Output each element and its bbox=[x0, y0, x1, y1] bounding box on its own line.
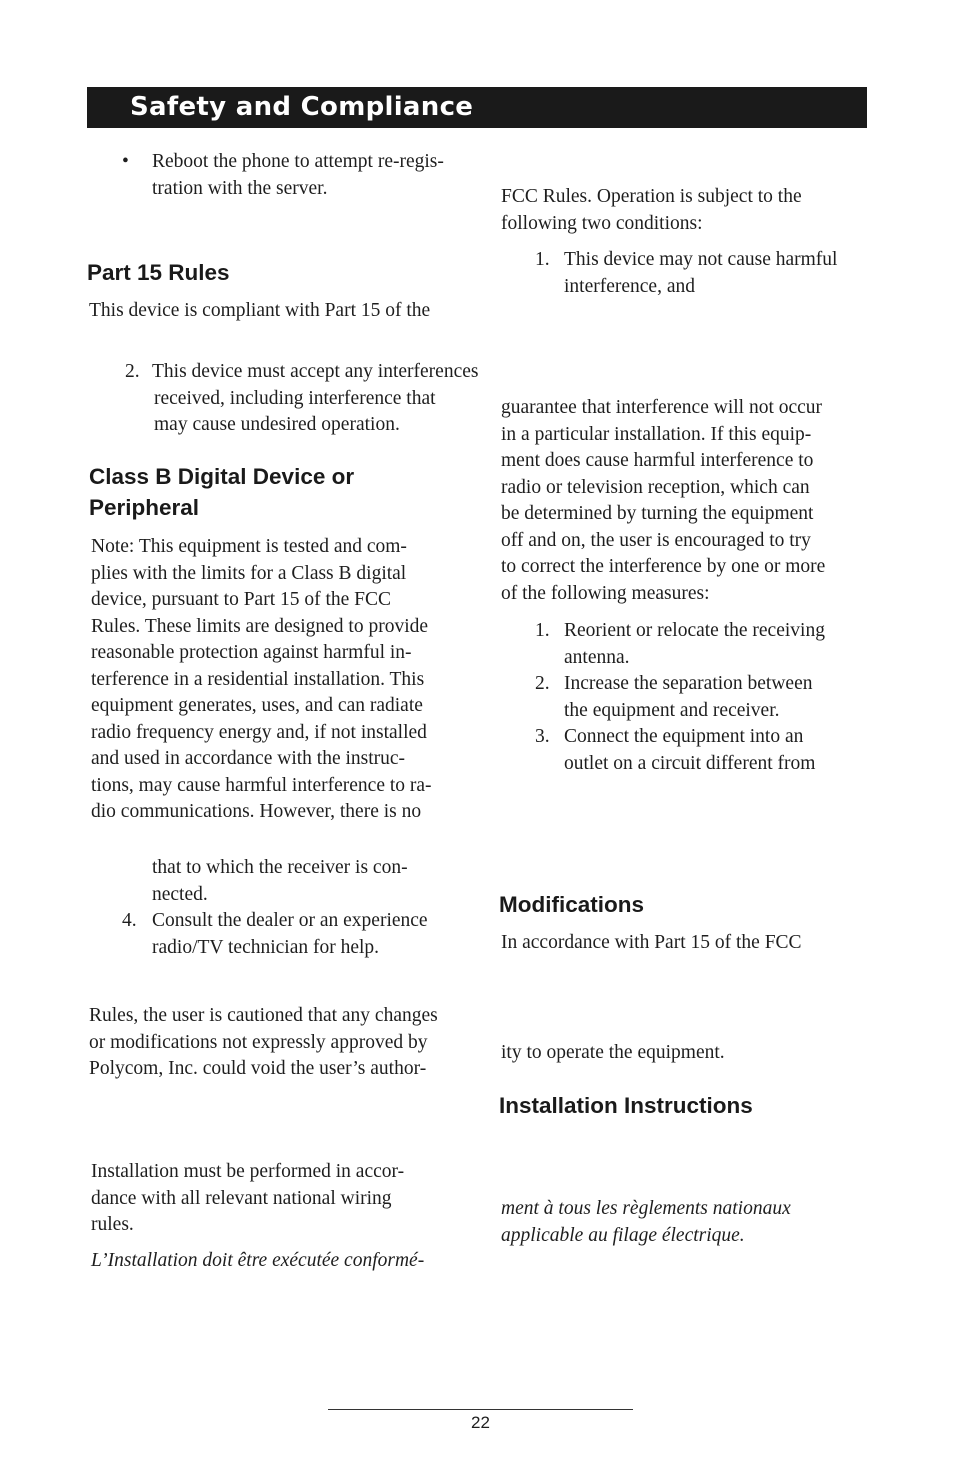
paragraph-line: tions, may cause harmful interference to ra- bbox=[91, 774, 432, 796]
section-header-bar bbox=[87, 87, 867, 128]
paragraph-line: This device is compliant with Part 15 of the bbox=[89, 300, 431, 321]
list-item-measure-3 bbox=[535, 724, 875, 777]
list-marker: 2. bbox=[535, 673, 550, 694]
list-marker: 1. bbox=[535, 620, 550, 641]
list-item-condition-1 bbox=[535, 247, 875, 300]
paragraph-line: guarantee that interference will not occur bbox=[501, 397, 823, 418]
paragraph-line: following two conditions: bbox=[501, 212, 703, 234]
paragraph-line: reasonable protection against harmful in- bbox=[91, 642, 412, 663]
list-marker: 2. bbox=[125, 361, 140, 382]
paragraph-line: plies with the limits for a Class B digital bbox=[91, 562, 407, 584]
list-text-line: Reorient or relocate the receiving bbox=[564, 620, 825, 641]
paragraph-line: be determined by turning the equipment bbox=[501, 503, 814, 524]
paragraph-modifications bbox=[89, 1003, 438, 1083]
paragraph-line: radio frequency energy and, if not installed bbox=[91, 721, 427, 743]
list-marker: 1. bbox=[535, 249, 550, 270]
list-text-line: Consult the dealer or an experience bbox=[152, 910, 428, 931]
paragraph-line: FCC Rules. Operation is subject to the bbox=[501, 186, 802, 207]
heading-installation-instructions: Installation Instructions bbox=[499, 1093, 753, 1118]
paragraph-line: equipment generates, uses, and can radiate bbox=[91, 695, 423, 716]
list-text-line: may cause undesired operation. bbox=[154, 414, 400, 435]
heading-class-b bbox=[89, 461, 354, 523]
paragraph-line: Rules, the user is cautioned that any changes bbox=[89, 1005, 438, 1026]
paragraph-installation bbox=[91, 1159, 404, 1239]
list-text-line: outlet on a circuit different from bbox=[564, 752, 816, 774]
paragraph-fcc-rules bbox=[501, 184, 802, 237]
list-item-measure-3-continued bbox=[152, 855, 408, 908]
paragraph-line: applicable au filage électrique. bbox=[501, 1224, 745, 1246]
footer-rule bbox=[328, 1409, 633, 1410]
paragraph-line: off and on, the user is encouraged to try bbox=[501, 529, 811, 551]
paragraph-interference bbox=[501, 395, 825, 607]
paragraph-line: Rules. These limits are designed to provide bbox=[91, 615, 429, 637]
bullet-text-line: tration with the server. bbox=[152, 177, 328, 199]
list-marker: 3. bbox=[535, 726, 550, 747]
page-number: 22 bbox=[471, 1413, 490, 1432]
bullet-item-reboot bbox=[122, 149, 482, 202]
heading-part-15-rules: Part 15 Rules bbox=[87, 260, 230, 285]
list-text-line: nected. bbox=[152, 883, 208, 905]
paragraph-line-french: L’Installation doit être exécutée conformé- bbox=[91, 1250, 425, 1271]
list-text-line: Connect the equipment into an bbox=[564, 726, 804, 747]
heading-line: Peripheral bbox=[89, 495, 200, 520]
paragraph-line: ment does cause harmful interference to bbox=[501, 450, 814, 471]
list-text-line: This device must accept any interferences bbox=[152, 361, 479, 382]
paragraph-line: In accordance with Part 15 of the FCC bbox=[501, 932, 802, 953]
paragraph-line: and used in accordance with the instruc- bbox=[91, 748, 406, 769]
section-title: Safety and Compliance bbox=[130, 92, 474, 122]
list-text-line: Increase the separation between bbox=[564, 673, 813, 694]
paragraph-line: terference in a residential installation. This bbox=[91, 668, 425, 690]
list-text-line: This device may not cause harmful bbox=[564, 249, 838, 270]
list-marker: 4. bbox=[122, 910, 137, 931]
paragraph-line: Note: This equipment is tested and com- bbox=[91, 536, 407, 557]
paragraph-line: Installation must be performed in accor- bbox=[91, 1161, 405, 1182]
list-text-line: radio/TV technician for help. bbox=[152, 936, 380, 958]
list-item-condition-2 bbox=[125, 359, 525, 439]
paragraph-line: radio or television reception, which can bbox=[501, 476, 810, 498]
heading-modifications: Modifications bbox=[499, 892, 644, 917]
list-text-line: interference, and bbox=[564, 275, 695, 297]
list-item-measure-1 bbox=[535, 618, 875, 671]
bullet-marker: • bbox=[122, 151, 129, 172]
paragraph-french bbox=[501, 1196, 791, 1249]
list-item-measure-2 bbox=[535, 671, 875, 724]
list-item-measure-4 bbox=[122, 908, 482, 961]
paragraph-line: or modifications not expressly approved by bbox=[89, 1031, 428, 1053]
paragraph-line: rules. bbox=[91, 1214, 134, 1235]
paragraph-line: Polycom, Inc. could void the user’s author- bbox=[89, 1058, 427, 1079]
paragraph-line: of the following measures: bbox=[501, 582, 710, 604]
paragraph-line: dance with all relevant national wiring bbox=[91, 1187, 392, 1209]
paragraph-line: in a particular installation. If this equip- bbox=[501, 423, 812, 445]
list-text-line: the equipment and receiver. bbox=[564, 699, 780, 721]
paragraph-line: ity to operate the equipment. bbox=[501, 1042, 725, 1063]
list-text-line: that to which the receiver is con- bbox=[152, 857, 408, 878]
heading-line: Class B Digital Device or bbox=[89, 464, 355, 489]
paragraph-line: dio communications. However, there is no bbox=[91, 801, 422, 822]
paragraph-line: device, pursuant to Part 15 of the FCC bbox=[91, 589, 392, 610]
bullet-text-line: Reboot the phone to attempt re-regis- bbox=[152, 151, 444, 172]
list-text-line: received, including interference that bbox=[154, 387, 436, 409]
list-text-line: antenna. bbox=[564, 646, 630, 668]
paragraph-class-b-note bbox=[91, 534, 432, 826]
paragraph-line: to correct the interference by one or more bbox=[501, 556, 826, 577]
paragraph-line: ment à tous les règlements nationaux bbox=[501, 1198, 791, 1219]
